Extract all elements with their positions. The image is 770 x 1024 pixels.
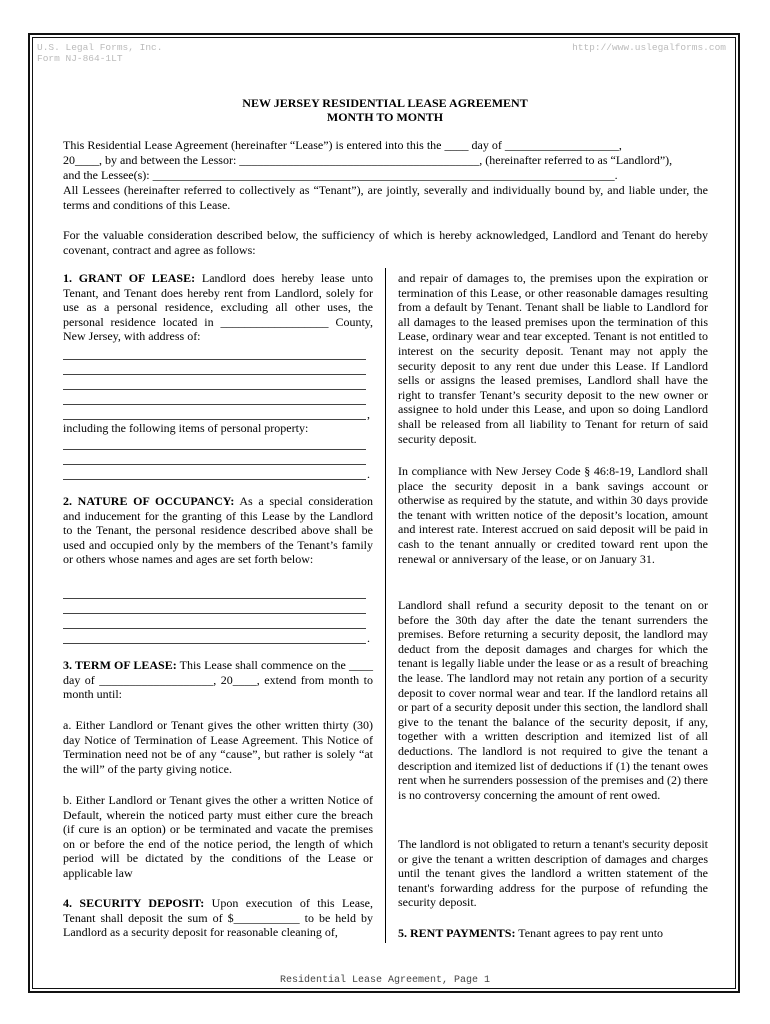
intro-line-3: and the Lessee(s): _____________________________________________________________________________.	[63, 168, 618, 182]
address-comma: ,	[367, 407, 370, 421]
section-2-heading: 2. NATURE OF OCCUPANCY:	[63, 494, 235, 508]
occupant-period: .	[367, 631, 370, 645]
term-clause-a: a. Either Landlord or Tenant gives the other written thirty (30) day Notice of Termination of Lease Agreement. This Notice of Termination need not be of any “cause”, but rather is solely “at the will” of the party giving notice.	[63, 718, 373, 776]
section-3-text: This Lease shall commence on the ____ day of ___________________, 20____, extend from month to month until:	[63, 658, 373, 702]
consideration-paragraph: For the valuable consideration described below, the sufficiency of which is hereby acknowledged, Landlord and Tenant do hereby covenant, contract and agree as follows:	[63, 228, 708, 257]
property-line-3[interactable]	[63, 479, 366, 480]
address-line-1[interactable]	[63, 359, 366, 360]
column-divider	[385, 268, 386, 943]
deposit-continued: and repair of damages to, the premises upon the expiration or termination of this Lease, or other reasonable damages resulting from a default by Tenant. Tenant shall be liable to Landlord for all damages to the leased premises upon the termination of this Lease, ordinary wear and tear excepted. Tenant is not entitled to interest on the security deposit. Tenant may not apply the security deposit to any rent due under this Lease. If Landlord sells or assigns the leased premises, Landlord shall have the right to transfer Tenant’s security deposit to the new owner or assignee to hold under this Lease, and upon so doing Landlord shall be released from all liability to Tenant for return of said security deposit.	[398, 271, 708, 446]
company-name: U.S. Legal Forms, Inc.	[37, 42, 163, 53]
header-url[interactable]: http://www.uslegalforms.com	[572, 42, 726, 53]
header-left	[37, 42, 162, 64]
address-line-5[interactable]	[63, 419, 366, 420]
property-period: .	[367, 467, 370, 481]
deposit-forwarding: The landlord is not obligated to return a tenant's security deposit or give the tenant a written description of damages and charges until the tenant gives the landlord a written statement of the tenant's forwarding address for the purpose of refunding the security deposit.	[398, 837, 708, 910]
document-title: NEW JERSEY RESIDENTIAL LEASE AGREEMENT	[242, 96, 528, 110]
personal-property-label: including the following items of personal property:	[63, 421, 309, 435]
section-5-text: Tenant agrees to pay rent unto	[515, 926, 664, 940]
deposit-refund: Landlord shall refund a security deposit to the tenant on or before the 30th day after the date the tenant surrenders the premises. Before returning a security deposit, the landlord may deduct from the deposit damages and charges for which the tenant is legally liable under the lease or as a result of breaching the lease. The landlord may not retain any portion of a security deposit to cover normal wear and tear. If the landlord retains all or part of a security deposit under this section, the landlord shall give to the tenant the balance of the security deposit, if any, together with a written description and itemized list of all deductions. The landlord is not required to give the tenant a description and itemized list of deductions if (1) the tenant owes rent when he surrenders possession of the premises and (2) there is no controversy concerning the amount of rent owed.	[398, 598, 708, 802]
document-subtitle: MONTH TO MONTH	[326, 110, 444, 124]
address-line-3[interactable]	[63, 389, 366, 390]
occupant-line-3[interactable]	[63, 628, 366, 629]
occupant-line-1[interactable]	[63, 598, 366, 599]
deposit-compliance: In compliance with New Jersey Code § 46:8-19, Landlord shall place the security deposit in a bank savings account or otherwise as required by the statute, and within 30 days provide the tenant with written notice of the deposit’s location, amount and interest rate. Interest accrued on said deposit will be paid in cash to the tenant annually or credited toward rent upon the renewal or anniversary of the lease, or on January 31.	[398, 464, 708, 566]
property-line-2[interactable]	[63, 464, 366, 465]
intro-line-4: All Lessees (hereinafter referred to collectively as “Tenant”), are jointly, severally and individually bound by, and liable under, the terms and conditions of this Lease.	[63, 183, 708, 212]
address-line-2[interactable]	[63, 374, 366, 375]
intro-line-2: 20____, by and between the Lessor: ________________________________________, (hereinafter referred to as “Landlord”),	[63, 153, 673, 167]
section-2-text: As a special consideration and inducement for the granting of this Lease by the Landlord to the Tenant, the personal residence described above shall be used and occupied only by the members of the Tenant’s family or others whose names and ages are set forth below:	[63, 494, 373, 567]
section-4-deposit	[63, 896, 373, 940]
section-2-occupancy	[63, 494, 373, 567]
occupant-line-2[interactable]	[63, 613, 366, 614]
intro-line-1: This Residential Lease Agreement (hereinafter “Lease”) is entered into this the ____ day of ___________________,	[63, 138, 622, 152]
section-1-heading: 1. GRANT OF LEASE:	[63, 271, 196, 285]
address-line-4[interactable]	[63, 404, 366, 405]
section-4-heading: 4. SECURITY DEPOSIT:	[63, 896, 205, 910]
section-4-text: Upon execution of this Lease, Tenant shall deposit the sum of $___________ to be held by Landlord as a security deposit for reasonable cleaning of,	[63, 896, 374, 940]
occupant-line-4[interactable]	[63, 643, 366, 644]
section-1-grant	[63, 271, 373, 344]
section-5-rent	[398, 926, 708, 941]
form-number: Form NJ-864-1LT	[37, 53, 123, 64]
section-1-text: Landlord does hereby lease unto Tenant, and Tenant does hereby rent from Landlord, solely for use as a personal residence, excluding all other uses, the personal residence located in __________________ County, New Jersey, with address of:	[63, 271, 373, 344]
section-3-heading: 3. TERM OF LEASE:	[63, 658, 177, 672]
term-clause-b: b. Either Landlord or Tenant gives the other a written Notice of Default, wherein the noticed party must either cure the breach (if cure is an option) or be terminated and vacate the premises on or before the end of the notice period, the length of which period will be dictated by the conditions of the Lease or applicable law	[63, 793, 373, 880]
section-3-term	[63, 658, 373, 702]
section-5-heading: 5. RENT PAYMENTS:	[398, 926, 516, 940]
property-line-1[interactable]	[63, 449, 366, 450]
page-footer: Residential Lease Agreement, Page 1	[279, 975, 491, 986]
